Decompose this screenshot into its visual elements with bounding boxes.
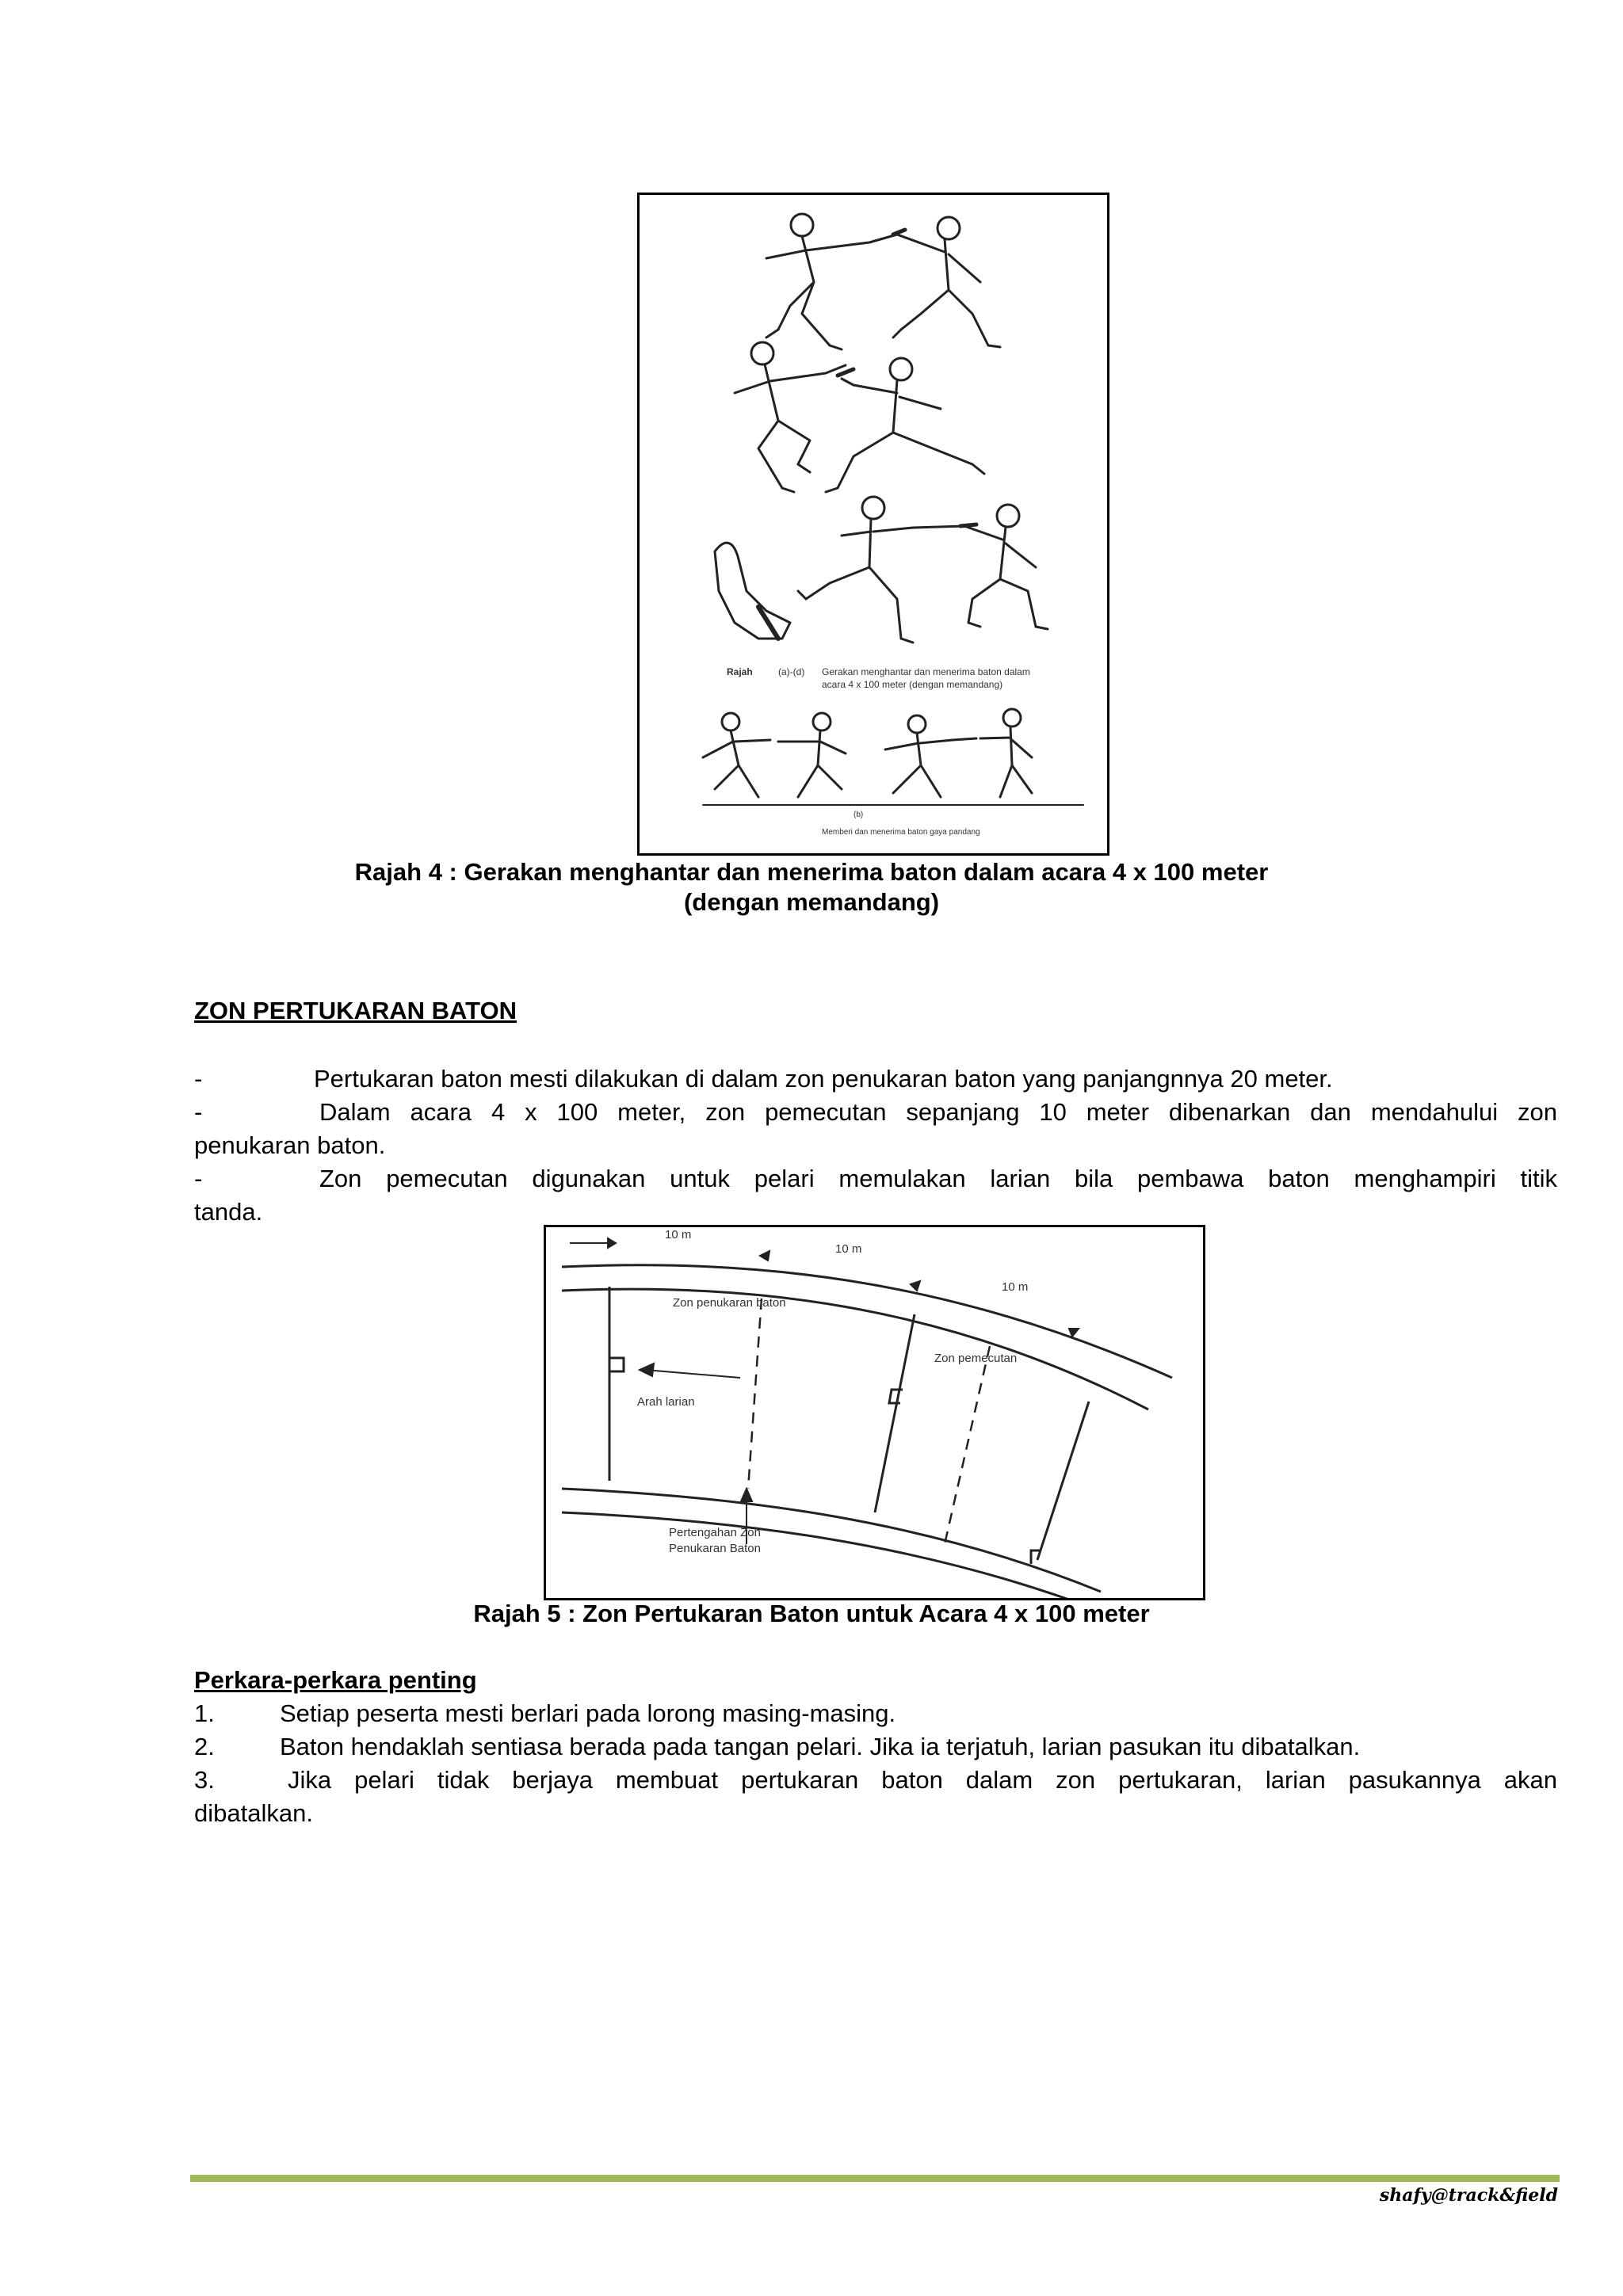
accel-dashed-line [945, 1346, 990, 1544]
section1-item-2 [194, 1096, 1557, 1162]
item-marker: 2. [194, 1733, 215, 1760]
figure-baton-exchange-illustration [637, 193, 1109, 856]
label-zone-accel: Zon pemecutan [934, 1352, 1018, 1365]
item-text-first: Jika pelari tidak berjaya membuat pertukaran baton dalam zon pertukaran, larian pasukannya akan [288, 1766, 1557, 1794]
section1-list [194, 1062, 1557, 1229]
footer-divider [190, 2175, 1560, 2182]
label-10m-c: 10 m [1002, 1280, 1029, 1294]
section2-heading: Perkara-perkara penting [194, 1666, 477, 1694]
item-marker: - [194, 1065, 203, 1093]
runner-pair-2 [735, 342, 984, 492]
item-text-first: Zon pemecutan digunakan untuk pelari memulakan larian bila pembawa baton menghampiri titik [319, 1165, 1557, 1192]
figure1-inner-sub-label: (b) [854, 810, 864, 819]
inner-lane-line-2 [562, 1512, 1069, 1598]
section1-item-1 [194, 1062, 1557, 1096]
figure2-caption: Rajah 5 : Zon Pertukaran Baton untuk Acara 4 x 100 meter [473, 1600, 1150, 1627]
figure1-inner-label: Rajah [727, 666, 753, 677]
label-10m-b: 10 m [835, 1242, 862, 1256]
label-zone-exchange: Zon penukaran baton [673, 1296, 786, 1310]
figure1-caption [0, 857, 1623, 917]
exchange-zone-drawing [546, 1227, 1203, 1598]
section2-list [194, 1697, 1557, 1830]
item-marker: - [194, 1165, 203, 1192]
label-10m-a: 10 m [665, 1228, 692, 1241]
section2-item-2 [194, 1730, 1557, 1764]
item-text: Pertukaran baton mesti dilakukan di dalam zon penukaran baton yang panjangnnya 20 meter. [314, 1065, 1333, 1093]
footer-signature: shafy@track&field [1379, 2185, 1558, 2206]
relay-runners-drawing [640, 195, 1107, 853]
runner-pair-1 [766, 214, 1000, 349]
item-text: Baton hendaklah sentiasa berada pada tangan pelari. Jika ia terjatuh, larian pasukan itu dibatalkan. [280, 1733, 1361, 1760]
label-direction: Arah larian [637, 1395, 695, 1409]
item-text-first: Dalam acara 4 x 100 meter, zon pemecutan sepanjang 10 meter dibenarkan dan mendahului zon [319, 1098, 1557, 1126]
item-marker: 1. [194, 1699, 215, 1727]
figure1-caption-line2: (dengan memandang) [683, 888, 940, 916]
item-text-rest: tanda. [194, 1198, 263, 1226]
middle-dashed-line [748, 1299, 762, 1489]
item-text-rest: penukaran baton. [194, 1131, 386, 1159]
section2-item-1 [194, 1697, 1557, 1730]
label-middle-line2: Penukaran Baton [669, 1542, 761, 1555]
figure-exchange-zone-diagram [544, 1225, 1205, 1600]
outer-lane-line-2 [562, 1289, 1148, 1409]
figure1-caption-line1: Rajah 4 : Gerakan menghantar dan menerima baton dalam acara 4 x 100 meter [354, 858, 1269, 886]
section2-item-3 [194, 1764, 1557, 1830]
direction-arrow [645, 1370, 740, 1378]
item-marker: - [194, 1098, 203, 1126]
item-text: Setiap peserta mesti berlari pada lorong masing-masing. [280, 1699, 896, 1727]
label-middle-line1: Pertengahan Zon [669, 1526, 761, 1539]
item-text-rest: dibatalkan. [194, 1799, 313, 1827]
figure1-inner-bottom-text: Memberi dan menerima baton gaya pandang [822, 828, 980, 837]
middle-marker-arrow [741, 1489, 752, 1501]
section1-item-3 [194, 1162, 1557, 1229]
figure1-inner-text-line1: Gerakan menghantar dan menerima baton dalam [822, 666, 1030, 677]
item-marker: 3. [194, 1766, 215, 1794]
section1-heading: ZON PERTUKARAN BATON [194, 997, 517, 1024]
runner-pair-3 [715, 497, 1048, 643]
figure1-inner-label-num: (a)-(d) [778, 666, 805, 677]
accel-zone-end-line [1037, 1402, 1089, 1560]
zone-end-line [875, 1314, 915, 1512]
runner-row-4 [703, 709, 1083, 805]
outer-lane-line [562, 1265, 1172, 1378]
figure1-inner-text-line2: acara 4 x 100 meter (dengan memandang) [822, 679, 1003, 690]
